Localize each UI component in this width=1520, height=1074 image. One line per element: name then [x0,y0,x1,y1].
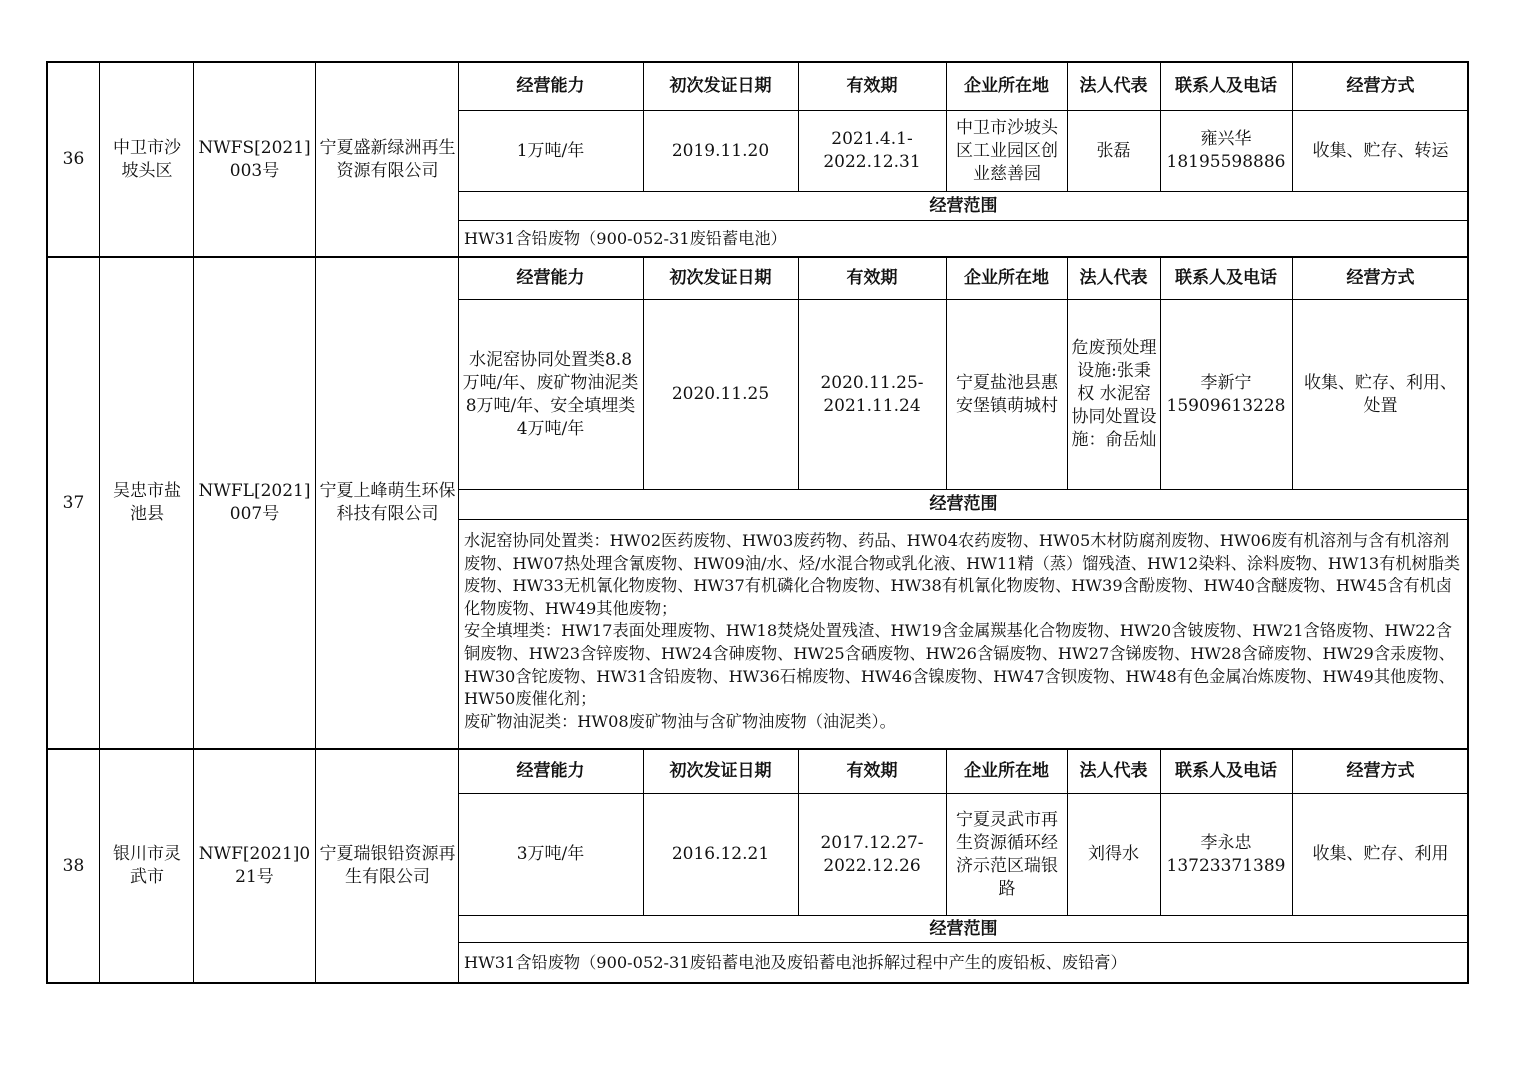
contact-name: 李永忠 [1200,832,1252,853]
header-capacity: 经营能力 [516,76,585,96]
contact-value [1160,794,1292,915]
scope-paragraph-landfill: 安全填埋类：HW17表面处理废物、HW18焚烧处置残渣、HW19含金属羰基化合物废物、HW20含铍废物、HW21含铬废物、HW22含铜废物、HW23含锌废物、HW24含砷废物、HW25含硒废物、HW26含镉废物、HW27含锑废物、HW28含碲废物、HW29含汞废物、HW30含铊废物、HW31含铅废物、HW36石棉废物、HW46含镍废物、HW47含钡废物、HW48有色金属冶炼废物、HW49其他废物、HW50废催化剂； [464,621,1455,709]
scope-text [460,944,1469,982]
license-number: NWFL[2021]007号 [198,481,311,524]
location-value: 宁夏盐池县惠安堡镇萌城村 [956,372,1058,416]
header-contact: 联系人及电话 [1175,268,1277,288]
header-mode: 经营方式 [1346,268,1415,288]
company-name: 宁夏瑞银铅资源再生有限公司 [319,844,456,887]
header-first-date: 初次发证日期 [669,761,772,781]
header-first-date: 初次发证日期 [669,76,772,96]
header-contact: 联系人及电话 [1175,761,1277,781]
contact-phone: 15909613228 [1166,395,1286,416]
contact-name: 雍兴华 [1200,129,1252,149]
header-capacity: 经营能力 [516,761,585,781]
first-date-value: 2019.11.20 [671,140,770,161]
record-row-38 [46,748,1469,984]
header-contact: 联系人及电话 [1175,76,1277,96]
header-mode: 经营方式 [1346,761,1415,781]
header-legal-rep: 法人代表 [1079,76,1148,96]
validity-value: 2021.4.1-2022.12.31 [823,129,921,172]
company-name: 宁夏盛新绿洲再生资源有限公司 [319,137,456,181]
scope-paragraph: HW31含铅废物（900-052-31废铅蓄电池及废铅蓄电池拆解过程中产生的废铅板、废铅膏） [464,953,1127,972]
record-row-36 [46,61,1469,256]
location-value: 宁夏灵武市再生资源循环经济示范区瑞银路 [956,809,1058,899]
mode-value: 收集、贮存、转运 [1312,140,1449,161]
header-validity: 有效期 [846,76,898,96]
header-location: 企业所在地 [964,268,1049,288]
scope-title: 经营范围 [929,918,998,939]
contact-value [1160,300,1292,489]
region-cell: 吴忠市盐池县 [113,481,181,524]
record-number: 37 [62,492,85,513]
header-location: 企业所在地 [964,76,1049,96]
contact-name: 李新宁 [1200,372,1252,393]
scope-paragraph: HW31含铅废物（900-052-31废铅蓄电池） [464,229,787,248]
mode-value: 收集、贮存、利用、处置 [1304,372,1457,416]
scope-title: 经营范围 [929,195,998,216]
contact-value [1160,111,1292,191]
region-cell: 银川市灵武市 [113,844,181,887]
license-number: NWF[2021]021号 [198,844,311,887]
license-number: NWFS[2021]003号 [198,137,311,181]
header-location: 企业所在地 [964,761,1049,781]
header-validity: 有效期 [846,761,898,781]
legal-rep-value: 危废预处理设施:张秉权 水泥窑协同处置设施：俞岳灿 [1071,338,1157,450]
record-row-37 [46,256,1469,748]
capacity-value: 1万吨/年 [516,140,585,161]
header-legal-rep: 法人代表 [1079,268,1148,288]
contact-phone: 18195598886 [1166,152,1286,172]
scope-paragraph-cement: 水泥窑协同处置类：HW02医药废物、HW03废药物、药品、HW04农药废物、HW05木材防腐剂废物、HW06废有机溶剂与含有机溶剂废物、HW07热处理含氰废物、HW09油/水、烃/水混合物或乳化液、HW11精（蒸）馏残渣、HW12染料、涂料废物、HW13有机树脂类废物、HW33无机氰化物废物、HW37有机磷化合物废物、HW38有机氰化物废物、HW39含酚废物、HW40含醚废物、HW45含有机卤化物废物、HW49其他废物； [464,531,1461,618]
header-validity: 有效期 [846,268,898,288]
legal-rep-value: 张磊 [1096,140,1131,161]
capacity-value: 水泥窑协同处置类8.8万吨/年、废矿物油泥类8万吨/年、安全填埋类4万吨/年 [462,349,639,439]
scope-paragraph-oil: 废矿物油泥类：HW08废矿物油与含矿物油废物（油泥类）。 [464,711,896,731]
first-date-value: 2020.11.25 [671,384,770,404]
company-name: 宁夏上峰萌生环保科技有限公司 [319,481,456,524]
legal-rep-value: 刘得水 [1088,844,1139,864]
header-first-date: 初次发证日期 [669,268,772,288]
scope-text [460,528,1469,746]
header-mode: 经营方式 [1346,76,1415,96]
contact-phone: 13723371389 [1166,855,1286,876]
capacity-value: 3万吨/年 [516,844,585,864]
scope-title: 经营范围 [929,494,998,514]
scope-text [460,222,1469,256]
record-number: 36 [62,149,85,169]
header-capacity: 经营能力 [516,268,585,288]
record-number: 38 [62,855,85,876]
region-cell: 中卫市沙坡头区 [113,137,181,181]
location-value: 中卫市沙坡头区工业园区创业慈善园 [956,117,1058,184]
mode-value: 收集、贮存、利用 [1312,844,1449,864]
validity-value: 2017.12.27-2022.12.26 [820,832,924,876]
validity-value: 2020.11.25-2021.11.24 [820,372,924,416]
first-date-value: 2016.12.21 [671,844,770,864]
header-legal-rep: 法人代表 [1079,761,1148,781]
